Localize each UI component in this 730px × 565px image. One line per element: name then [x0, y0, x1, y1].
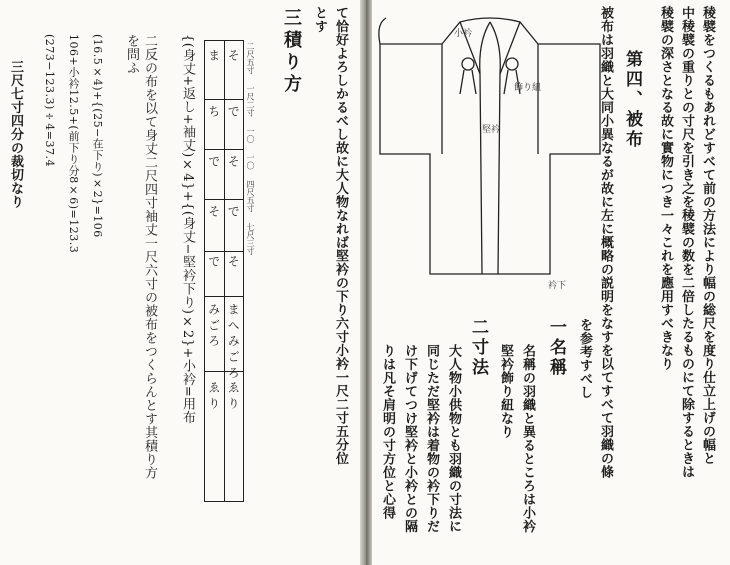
text-column: 稜襞をつくるもあれどすべて前の方法により幅の総尺を度り仕立上げの幅と: [700, 6, 715, 465]
table-number: 四尺五寸: [246, 180, 255, 213]
left-page: [0, 0, 360, 565]
table-number: 二尺五寸: [246, 42, 255, 74]
table-cell: ま: [206, 49, 221, 61]
text-column: て恰好よろしかるべし故に大人物なれば堅衿の下り六寸小衿一尺二寸五分位: [333, 6, 348, 465]
table-column: [224, 41, 244, 501]
tassel-strands: [460, 70, 520, 94]
table-cell: ち: [206, 105, 221, 117]
cutting-table: [204, 40, 244, 502]
table-cell: そ: [226, 155, 241, 167]
table-number: 一〇: [246, 127, 255, 144]
formula: 106+小衿12.5+(前下り分8×6)=123.3: [67, 34, 80, 254]
text-column: 被布は羽織と大同小異なるが故に左に概略の説明をなすを以てすべて羽織の條: [598, 6, 613, 479]
table-cell: そ: [226, 49, 241, 61]
decor-knot: [506, 58, 518, 70]
subheading: 二寸法: [468, 318, 488, 378]
text-column: とす: [312, 6, 327, 33]
table-number: 一尺二寸: [246, 84, 255, 117]
text-column: りは凡そ肩明の寸方位と心得: [380, 344, 395, 520]
text-column: を問ふ: [124, 34, 139, 75]
chapter-heading: 第四、被布: [622, 50, 642, 150]
table-cell: み ご ろ: [206, 303, 221, 347]
section-heading: 三積り方: [281, 8, 302, 96]
decor-knot: [462, 58, 474, 70]
table-column: [205, 41, 224, 501]
subheading: 一名稱: [546, 318, 566, 378]
formula: (273−123.3)÷4=37.4: [43, 34, 56, 167]
text-column: 二反の布を以て身丈二尺四寸袖丈一尺六寸の被布をつくらんとす其積り方: [142, 34, 157, 480]
table-cell: そ: [226, 255, 241, 267]
table-cell: で: [206, 255, 221, 267]
table-cell: で: [226, 105, 241, 117]
table-measurements: [245, 42, 256, 255]
text-column: 堅衿飾り紐なり: [498, 344, 513, 439]
text-column: け下げてつけ堅衿と小衿との隔: [402, 344, 417, 533]
table-cell: ゑ り: [206, 381, 221, 409]
hifu-illustration: [378, 14, 603, 299]
table-cell: で: [226, 205, 241, 217]
table-cell: ま へ み ご ろ: [226, 303, 241, 379]
text-column: 同じただ堅衿は着物の衿下りだ: [424, 344, 439, 533]
text-column: 大人物小供物とも羽織の寸法に: [446, 344, 461, 533]
table-cell: ゑ り: [226, 381, 241, 409]
kimono-outline: [380, 18, 600, 274]
text-column: {(身丈+返し+袖丈)×4}+{(身丈−堅衿下り)×2}+小衿=用布: [180, 34, 195, 425]
text-column: 名稱の羽織と異るところは小衿: [520, 344, 535, 533]
book-gutter: [360, 0, 372, 565]
table-cell: そ: [206, 205, 221, 217]
figure-label: 衿下: [548, 281, 567, 291]
answer: 三尺七寸四分の裁切なり: [8, 60, 23, 209]
table-cell: で: [206, 155, 221, 167]
formula: (16.5×4)+{(25−在下り)×2}=106: [91, 34, 104, 238]
figure-label: 飾り紐: [514, 83, 542, 93]
text-column: 稜襞の深さとなる故に實物につき一々これを應用すべきなり: [658, 6, 673, 371]
figure-label: 堅衿: [482, 125, 501, 135]
figure-label: 小衿: [454, 29, 473, 39]
table-number: 一〇: [246, 153, 255, 170]
sleeve-curve: [379, 18, 386, 44]
text-column: を参考すべし: [577, 318, 592, 399]
table-number: 七尺三寸: [246, 222, 255, 255]
text-column: 中稜襞の重りとの寸尺を引き之を稜襞の数を二倍したるものにて除するときは: [679, 6, 694, 479]
collar-line: [480, 22, 501, 74]
